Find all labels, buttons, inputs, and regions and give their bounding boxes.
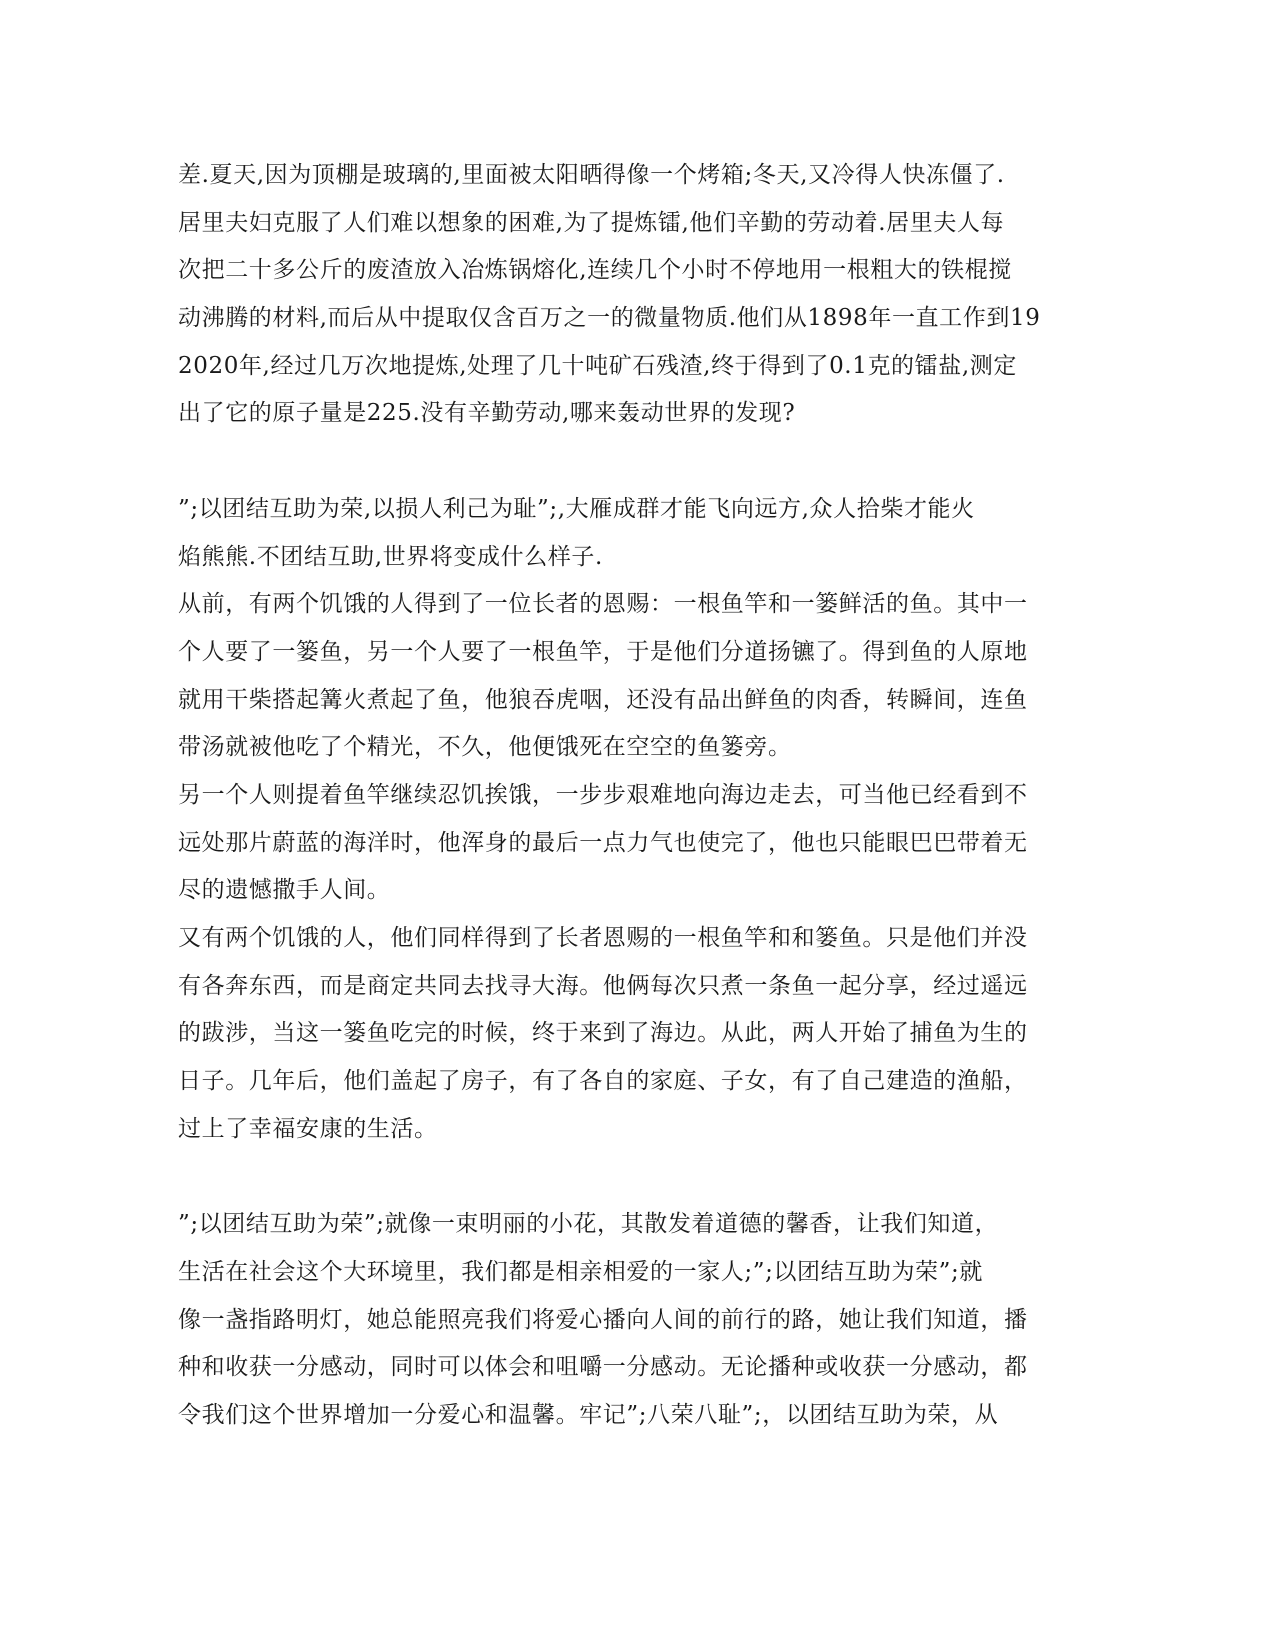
- text-line: 出了它的原子量是225.没有辛勤劳动,哪来轰动世界的发现?: [178, 400, 796, 427]
- text-line: ”;以团结互助为荣”;就像一束明丽的小花，其散发着道德的馨香，让我们知道，: [178, 1211, 999, 1238]
- text-line: 生活在社会这个大环境里，我们都是相亲相爱的一家人;”;以团结互助为荣”;就: [178, 1258, 983, 1285]
- text-line: 差.夏天,因为顶棚是玻璃的,里面被太阳晒得像一个烤箱;冬天,又冷得人快冻僵了.: [178, 162, 1005, 188]
- text-line: 令我们这个世界增加一分爱心和温馨。牢记”;八荣八耻”;，以团结互助为荣，从: [178, 1401, 999, 1428]
- text-line: 就用干柴搭起篝火煮起了鱼，他狼吞虎咽，还没有品出鲜鱼的肉香，转瞬间，连鱼: [178, 686, 1028, 713]
- text-line: 远处那片蔚蓝的海洋时，他浑身的最后一点力气也使完了，他也只能眼巴巴带着无: [178, 829, 1028, 856]
- text-line: 2020年,经过几万次地提炼,处理了几十吨矿石残渣,终于得到了0.1克的镭盐,测定: [178, 352, 1017, 379]
- text-line: 带汤就被他吃了个精光，不久，他便饿死在空空的鱼篓旁。: [178, 734, 792, 761]
- text-line: 个人要了一篓鱼，另一个人要了一根鱼竿，于是他们分道扬镳了。得到鱼的人原地: [178, 638, 1028, 665]
- document-body: [178, 152, 1078, 1440]
- text-line: 过上了幸福安康的生活。: [178, 1115, 438, 1142]
- text-line: ”;以团结互助为荣,以损人利己为耻”;,大雁成群才能飞向远方,众人拾柴才能火: [178, 495, 975, 522]
- text-line: 尽的遗憾撒手人间。: [178, 877, 391, 904]
- text-line: 日子。几年后，他们盖起了房子，有了各自的家庭、子女，有了自己建造的渔船，: [178, 1068, 1028, 1095]
- text-line: 像一盏指路明灯，她总能照亮我们将爱心播向人间的前行的路，她让我们知道，播: [178, 1306, 1028, 1333]
- text-line: 动沸腾的材料,而后从中提取仅含百万之一的微量物质.他们从1898年一直工作到19: [178, 305, 1041, 332]
- text-line: 另一个人则提着鱼竿继续忍饥挨饿，一步步艰难地向海边走去，可当他已经看到不: [178, 781, 1028, 808]
- paragraph-gap: [178, 1153, 1078, 1201]
- text-line: 焰熊熊.不团结互助,世界将变成什么样子.: [178, 543, 603, 570]
- text-line: 种和收获一分感动，同时可以体会和咀嚼一分感动。无论播种或收获一分感动，都: [178, 1354, 1028, 1381]
- text-line: 有各奔东西，而是商定共同去找寻大海。他俩每次只煮一条鱼一起分享，经过遥远: [178, 972, 1028, 999]
- text-line: 居里夫妇克服了人们难以想象的困难,为了提炼镭,他们辛勤的劳动着.居里夫人每: [178, 209, 1005, 236]
- text-line: 从前，有两个饥饿的人得到了一位长者的恩赐：一根鱼竿和一篓鲜活的鱼。其中一: [178, 591, 1028, 618]
- text-line: 又有两个饥饿的人，他们同样得到了长者恩赐的一根鱼竿和和篓鱼。只是他们并没: [178, 925, 1028, 951]
- paragraph-gap: [178, 438, 1078, 486]
- text-line: 的跋涉，当这一篓鱼吃完的时候，终于来到了海边。从此，两人开始了捕鱼为生的: [178, 1020, 1028, 1047]
- text-line: 次把二十多公斤的废渣放入冶炼锅熔化,连续几个小时不停地用一根粗大的铁棍搅: [178, 257, 1012, 284]
